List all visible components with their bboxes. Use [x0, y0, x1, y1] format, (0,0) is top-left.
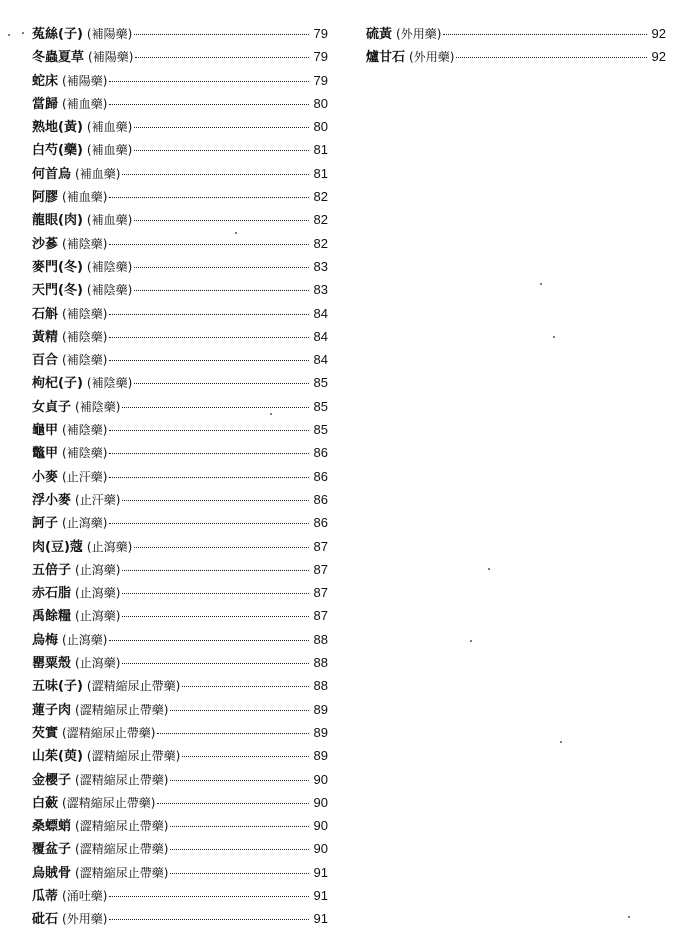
entry-category: (補陰藥)	[62, 423, 108, 438]
toc-entry	[32, 884, 328, 907]
entry-page-number: 83	[313, 282, 328, 298]
toc-entry	[32, 162, 328, 185]
entry-page-number: 86	[313, 491, 328, 507]
entry-category: (止瀉藥)	[62, 632, 108, 647]
toc-entry	[32, 395, 328, 418]
toc-entry	[32, 488, 328, 511]
entry-page-number: 83	[313, 258, 328, 274]
entry-name: 鼈甲	[32, 446, 59, 462]
entry-page-number: 87	[313, 538, 328, 554]
dot-leader	[443, 34, 647, 35]
entry-name: 瓜蒂	[32, 888, 59, 904]
dot-leader	[170, 873, 309, 874]
entry-page-number: 88	[313, 655, 328, 671]
dot-leader	[182, 686, 309, 687]
entry-name: 白芍(藥)	[32, 143, 83, 159]
toc-entry	[32, 814, 328, 837]
entry-page-number: 81	[313, 165, 328, 181]
dot-leader	[109, 523, 309, 524]
dot-leader	[109, 919, 309, 920]
toc-entry	[32, 441, 328, 464]
toc-entry	[32, 861, 328, 884]
entry-page-number: 89	[313, 701, 328, 717]
entry-page-number: 92	[651, 26, 666, 41]
entry-category: (補陰藥)	[62, 306, 108, 321]
toc-entry	[32, 511, 328, 534]
dot-leader	[135, 57, 309, 58]
entry-name: 肉(豆)蔻	[32, 539, 83, 555]
entry-category: (外用藥)	[409, 50, 455, 65]
entry-category: (補血藥)	[86, 120, 133, 135]
entry-name: 烏梅	[32, 632, 59, 648]
entry-category: (補血藥)	[62, 190, 108, 205]
dot-leader	[122, 616, 309, 617]
dot-leader	[122, 174, 309, 175]
entry-name: 芡實	[32, 725, 59, 741]
toc-entry	[32, 465, 328, 488]
toc-entry	[32, 791, 328, 814]
entry-category: (止瀉藥)	[75, 586, 121, 601]
toc-entry	[32, 768, 328, 791]
entry-name: 五味(子)	[32, 679, 83, 695]
entry-category: (止汗藥)	[75, 492, 121, 507]
toc-entry	[32, 651, 328, 674]
entry-name: 冬蟲夏草	[32, 50, 85, 66]
toc-entry	[32, 278, 328, 301]
toc-entry	[32, 837, 328, 860]
entry-name: 浮小麥	[32, 492, 72, 508]
entry-category: (外用藥)	[62, 912, 108, 927]
entry-category: (補陰藥)	[62, 329, 108, 344]
toc-entry	[32, 371, 328, 394]
entry-page-number: 79	[313, 26, 328, 41]
entry-name: 熟地(黃)	[32, 120, 83, 136]
toc-entry	[32, 558, 328, 581]
entry-category: (補陰藥)	[86, 259, 133, 274]
entry-category: (外用藥)	[396, 27, 442, 41]
toc-entry	[32, 721, 328, 744]
dot-leader	[134, 127, 309, 128]
scan-speck	[270, 413, 272, 415]
dot-leader	[122, 407, 309, 408]
dot-leader	[109, 314, 309, 315]
dot-leader	[134, 150, 309, 151]
scan-speck	[540, 283, 542, 285]
entry-category: (澀精縮尿止帶藥)	[86, 749, 181, 764]
entry-page-number: 87	[313, 608, 328, 624]
dot-leader	[109, 640, 309, 641]
dot-leader	[157, 803, 309, 804]
entry-name: 女貞子	[32, 399, 72, 415]
dot-leader	[182, 756, 309, 757]
dot-leader	[170, 849, 309, 850]
toc-entry	[32, 698, 328, 721]
toc-entry	[32, 302, 328, 325]
scan-speck	[235, 232, 237, 234]
toc-entry	[32, 628, 328, 651]
dot-leader	[134, 267, 309, 268]
entry-name: 罌粟殼	[32, 656, 72, 672]
entry-name: 阿膠	[32, 190, 59, 206]
entry-category: (補陰藥)	[86, 376, 133, 391]
entry-page-number: 90	[313, 794, 328, 810]
entry-page-number: 80	[313, 119, 328, 135]
toc-entry	[32, 348, 328, 371]
entry-category: (止瀉藥)	[75, 609, 121, 624]
entry-page-number: 82	[313, 189, 328, 205]
scan-speck	[470, 640, 472, 642]
entry-name: 何首烏	[32, 166, 72, 182]
entry-name: 蓮子肉	[32, 702, 72, 718]
toc-entry	[32, 907, 328, 930]
entry-page-number: 81	[313, 142, 328, 158]
dot-leader	[109, 477, 309, 478]
dot-leader	[109, 337, 309, 338]
toc-entry	[32, 22, 328, 45]
entry-page-number: 84	[313, 352, 328, 368]
dot-leader	[122, 500, 309, 501]
entry-page-number: 86	[313, 468, 328, 484]
entry-category: (澀精縮尿止帶藥)	[75, 865, 169, 880]
entry-page-number: 88	[313, 678, 328, 694]
entry-page-number: 89	[313, 748, 328, 764]
entry-page-number: 91	[313, 864, 328, 880]
entry-page-number: 85	[313, 422, 328, 438]
entry-category: (補血藥)	[86, 213, 133, 228]
entry-name: 白蘞	[32, 795, 59, 811]
entry-category: (涌吐藥)	[62, 888, 108, 903]
entry-name: 石斛	[32, 306, 59, 322]
dot-leader	[109, 81, 309, 82]
dot-leader	[109, 360, 309, 361]
entry-name: 龜甲	[32, 423, 59, 439]
entry-name: 枸杞(子)	[32, 376, 83, 392]
scan-speck	[560, 741, 562, 743]
dot-leader	[456, 57, 647, 58]
entry-name: 砒石	[32, 912, 59, 928]
entry-page-number: 79	[313, 49, 328, 65]
entry-category: (止瀉藥)	[62, 516, 108, 531]
entry-category: (澀精縮尿止帶藥)	[62, 795, 156, 810]
toc-entry	[32, 138, 328, 161]
toc-entry	[32, 325, 328, 348]
scan-speck	[488, 568, 490, 570]
entry-name: 五倍子	[32, 562, 72, 578]
entry-category: (澀精縮尿止帶藥)	[62, 725, 156, 740]
entry-name: 覆盆子	[32, 842, 72, 858]
entry-category: (澀精縮尿止帶藥)	[86, 679, 181, 694]
entry-category: (補陰藥)	[62, 236, 108, 251]
toc-right-column	[366, 22, 666, 69]
entry-page-number: 80	[313, 95, 328, 111]
entry-page-number: 85	[313, 375, 328, 391]
entry-name: 硫黃	[366, 27, 393, 42]
entry-name: 桑螵蛸	[32, 819, 72, 835]
entry-category: (補陽藥)	[62, 73, 108, 88]
dot-leader	[134, 547, 309, 548]
dot-leader	[122, 593, 309, 594]
dot-leader	[122, 570, 309, 571]
entry-page-number: 87	[313, 561, 328, 577]
entry-page-number: 89	[313, 724, 328, 740]
dot-leader	[109, 430, 309, 431]
toc-entry	[32, 744, 328, 767]
entry-name: 龍眼(肉)	[32, 213, 83, 229]
dot-leader	[109, 896, 309, 897]
entry-name: 沙蔘	[32, 236, 59, 252]
entry-category: (止瀉藥)	[86, 539, 133, 554]
toc-entry	[366, 22, 666, 45]
entry-page-number: 90	[313, 818, 328, 834]
entry-page-number: 86	[313, 515, 328, 531]
entry-name: 天門(冬)	[32, 283, 83, 299]
entry-name: 訶子	[32, 516, 59, 532]
entry-name: 黃精	[32, 329, 59, 345]
entry-name: 禹餘糧	[32, 609, 72, 625]
dot-leader	[157, 733, 309, 734]
scan-speck	[628, 916, 630, 918]
scan-speck	[8, 34, 10, 36]
toc-entry	[32, 535, 328, 558]
toc-entry	[32, 92, 328, 115]
entry-page-number: 90	[313, 841, 328, 857]
entry-page-number: 88	[313, 631, 328, 647]
dot-leader	[134, 220, 309, 221]
entry-category: (澀精縮尿止帶藥)	[75, 772, 169, 787]
entry-category: (止瀉藥)	[75, 562, 121, 577]
entry-page-number: 87	[313, 585, 328, 601]
entry-category: (澀精縮尿止帶藥)	[75, 702, 169, 717]
entry-page-number: 85	[313, 398, 328, 414]
dot-leader	[134, 34, 309, 35]
toc-entry	[32, 208, 328, 231]
dot-leader	[122, 663, 309, 664]
entry-name: 烏賊骨	[32, 865, 72, 881]
entry-page-number: 91	[313, 887, 328, 903]
entry-name: 金櫻子	[32, 772, 72, 788]
entry-category: (澀精縮尿止帶藥)	[75, 842, 169, 857]
dot-leader	[109, 453, 309, 454]
entry-category: (補陰藥)	[86, 283, 133, 298]
entry-name: 爐甘石	[366, 50, 406, 66]
entry-name: 麥門(冬)	[32, 259, 83, 275]
entry-category: (補陰藥)	[62, 353, 108, 368]
entry-category: (補血藥)	[62, 96, 108, 111]
toc-entry	[32, 581, 328, 604]
entry-page-number: 84	[313, 328, 328, 344]
dot-leader	[134, 383, 309, 384]
scan-speck	[553, 336, 555, 338]
toc-entry	[366, 45, 666, 68]
entry-page-number: 82	[313, 212, 328, 228]
entry-category: (補陽藥)	[88, 50, 134, 65]
entry-name: 蛇床	[32, 73, 59, 89]
entry-name: 山茱(萸)	[32, 749, 83, 765]
entry-page-number: 84	[313, 305, 328, 321]
entry-page-number: 79	[313, 72, 328, 88]
entry-category: (止瀉藥)	[75, 656, 121, 671]
entry-page-number: 91	[313, 911, 328, 927]
dot-leader	[109, 197, 309, 198]
toc-entry	[32, 604, 328, 627]
entry-name: 小麥	[32, 469, 59, 485]
entry-category: (補陽藥)	[86, 27, 133, 41]
entry-name: 當歸	[32, 96, 59, 112]
entry-name: 菟絲(子)	[32, 27, 83, 42]
toc-entry	[32, 115, 328, 138]
toc-entry	[32, 69, 328, 92]
toc-entry	[32, 185, 328, 208]
entry-name: 赤石脂	[32, 586, 72, 602]
toc-left-column	[32, 22, 328, 931]
scan-speck	[22, 32, 24, 34]
dot-leader	[170, 710, 309, 711]
entry-category: (補陰藥)	[62, 446, 108, 461]
toc-entry	[32, 232, 328, 255]
toc-entry	[32, 255, 328, 278]
entry-name: 百合	[32, 353, 59, 369]
toc-entry	[32, 418, 328, 441]
toc-entry	[32, 674, 328, 697]
entry-page-number: 82	[313, 235, 328, 251]
entry-category: (止汗藥)	[62, 469, 108, 484]
entry-category: (澀精縮尿止帶藥)	[75, 819, 169, 834]
entry-category: (補血藥)	[86, 143, 133, 158]
toc-entry	[32, 45, 328, 68]
entry-page-number: 86	[313, 445, 328, 461]
dot-leader	[170, 826, 309, 827]
entry-category: (補血藥)	[75, 166, 121, 181]
dot-leader	[109, 104, 309, 105]
entry-page-number: 90	[313, 771, 328, 787]
dot-leader	[134, 290, 309, 291]
dot-leader	[109, 244, 309, 245]
dot-leader	[170, 780, 309, 781]
entry-page-number: 92	[651, 49, 666, 65]
entry-category: (補陰藥)	[75, 399, 121, 414]
